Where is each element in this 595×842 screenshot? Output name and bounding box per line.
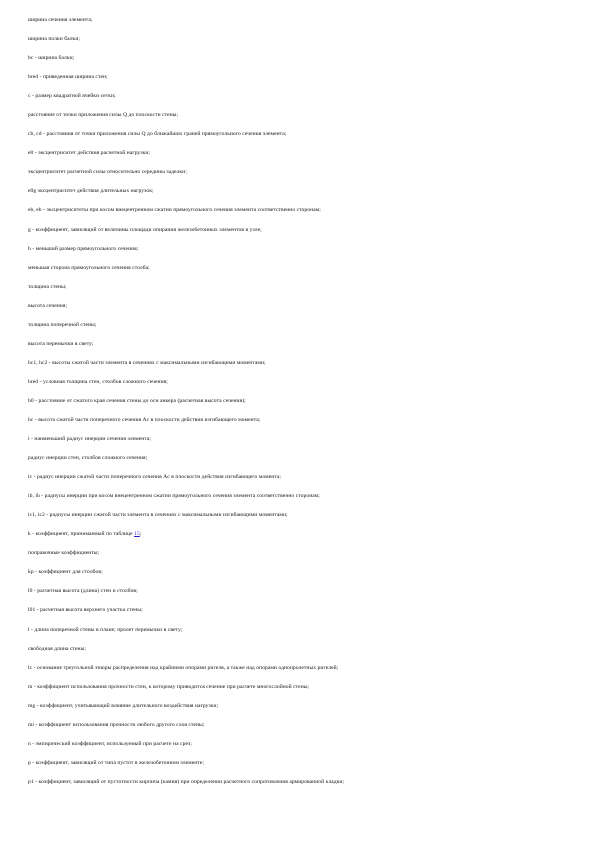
notation-line: p1 - коэффициент, зависящий от пустотности кирпича (камня) при определении расчетного сопротивления армированной кладки; — [28, 778, 345, 785]
notation-line: n - эмпирический коэффициент, используемый при расчете на срез; — [28, 740, 192, 747]
table-ref-prefix: k - коэффициент, принимаемый по таблице — [28, 531, 135, 538]
notation-line: эксцентриситет расчетной силы относительно середины заделки; — [28, 169, 187, 176]
notation-line: p - коэффициент, зависящий от типа пустот в железобетонном элементе; — [28, 759, 204, 766]
notation-line: mi - коэффициент использования прочности любого другого слоя стены; — [28, 721, 205, 728]
notation-line: i - наименьший радиус инерции сечения элемента; — [28, 436, 152, 443]
notation-line: высота сечения; — [28, 302, 68, 309]
notation-line: высота перемычки в свету; — [28, 340, 94, 347]
notation-line: поправочные коэффициенты; — [28, 550, 100, 557]
notation-line: h - меньший размер прямоугольного сечения; — [28, 245, 139, 252]
notation-line: ширина сечения элемента; — [28, 17, 93, 23]
table-15-link[interactable]: 15 — [134, 531, 140, 538]
notation-line: hred - условная толщина стен, столбов сложного сечения; — [28, 378, 168, 385]
notation-list — [28, 17, 588, 798]
notation-line: cb, cd - расстояния от точки приложения силы Q до ближайших граней прямоугольного сечения элемента; — [28, 131, 287, 138]
notation-line: bc - ширина балки; — [28, 55, 75, 62]
notation-line: eb, eh - эксцентриситеты при косом внецентренном сжатии прямоугольного сечения элемента соответственно сторонам; — [28, 207, 321, 214]
notation-line: h0 - расстояние от сжатого края сечения стены до оси анкера (расчетная высота сечения); — [28, 397, 246, 404]
notation-line: l01 - расчетная высота верхнего участка стены; — [28, 607, 143, 614]
notation-line: l - длина поперечной стены в плане; пролет перемычки в свету; — [28, 626, 183, 633]
notation-line: e0g эксцентриситет действия длительных нагрузок; — [28, 188, 154, 195]
notation-line: hc1, hc2 - высоты сжатой части элемента в сечениях с максимальными изгибающими моментами; — [28, 359, 266, 366]
notation-line: bred - приведенная ширина стен; — [28, 74, 108, 81]
notation-line: m - коэффициент использования прочности стен, к которому приводится сечение при расчете многослойной стены; — [28, 683, 310, 690]
notation-line: ib, ih - радиусы инерции при косом внецентренном сжатии прямоугольного сечения элемента соответственно сторонам; — [28, 493, 320, 500]
notation-line: ic1, ic2 - радиусы инерции сжатой части элемента в сечениях с максимальными изгибающими моментами; — [28, 512, 288, 519]
notation-line: mg - коэффициент, учитывающий влияние длительного воздействия нагрузки; — [28, 702, 219, 709]
notation-line: свободная длина стены; — [28, 645, 86, 652]
notation-line: толщина стены; — [28, 283, 67, 290]
notation-line: меньшая сторона прямоугольного сечения столба; — [28, 264, 150, 271]
notation-line: радиус инерции стен, столбов сложного сечения; — [28, 455, 148, 462]
notation-line: kp - коэффициент для столбов; — [28, 569, 103, 576]
notation-line: g - коэффициент, зависящий от величины площади опирания железобетонных элементов в узле; — [28, 226, 262, 233]
notation-line: c - размер квадратной ячейки сетки; — [28, 93, 116, 100]
notation-line: e0 - эксцентриситет действия расчетной нагрузки; — [28, 150, 151, 157]
notation-line: расстояние от точки приложения силы Q до плоскости стены; — [28, 112, 179, 119]
notation-line: hc - высота сжатой части поперечного сечения Ac в плоскости действия изгибающего момента; — [28, 416, 261, 423]
notation-line: ic - радиус инерции сжатой части поперечного сечения Ac в плоскости действия изгибающего момента; — [28, 474, 282, 481]
notation-line: ширина полки балки; — [28, 36, 80, 43]
notation-line-table-ref — [28, 531, 588, 550]
notation-line: lc - основание треугольной эпюры распределения над крайними опорами ригеля, а также над опорами однопролетных ригелей; — [28, 664, 339, 671]
notation-line: l0 - расчетная высота (длина) стен и столбов; — [28, 588, 138, 595]
notation-line: толщина поперечной стены; — [28, 321, 97, 328]
table-ref-suffix: ; — [139, 531, 142, 538]
